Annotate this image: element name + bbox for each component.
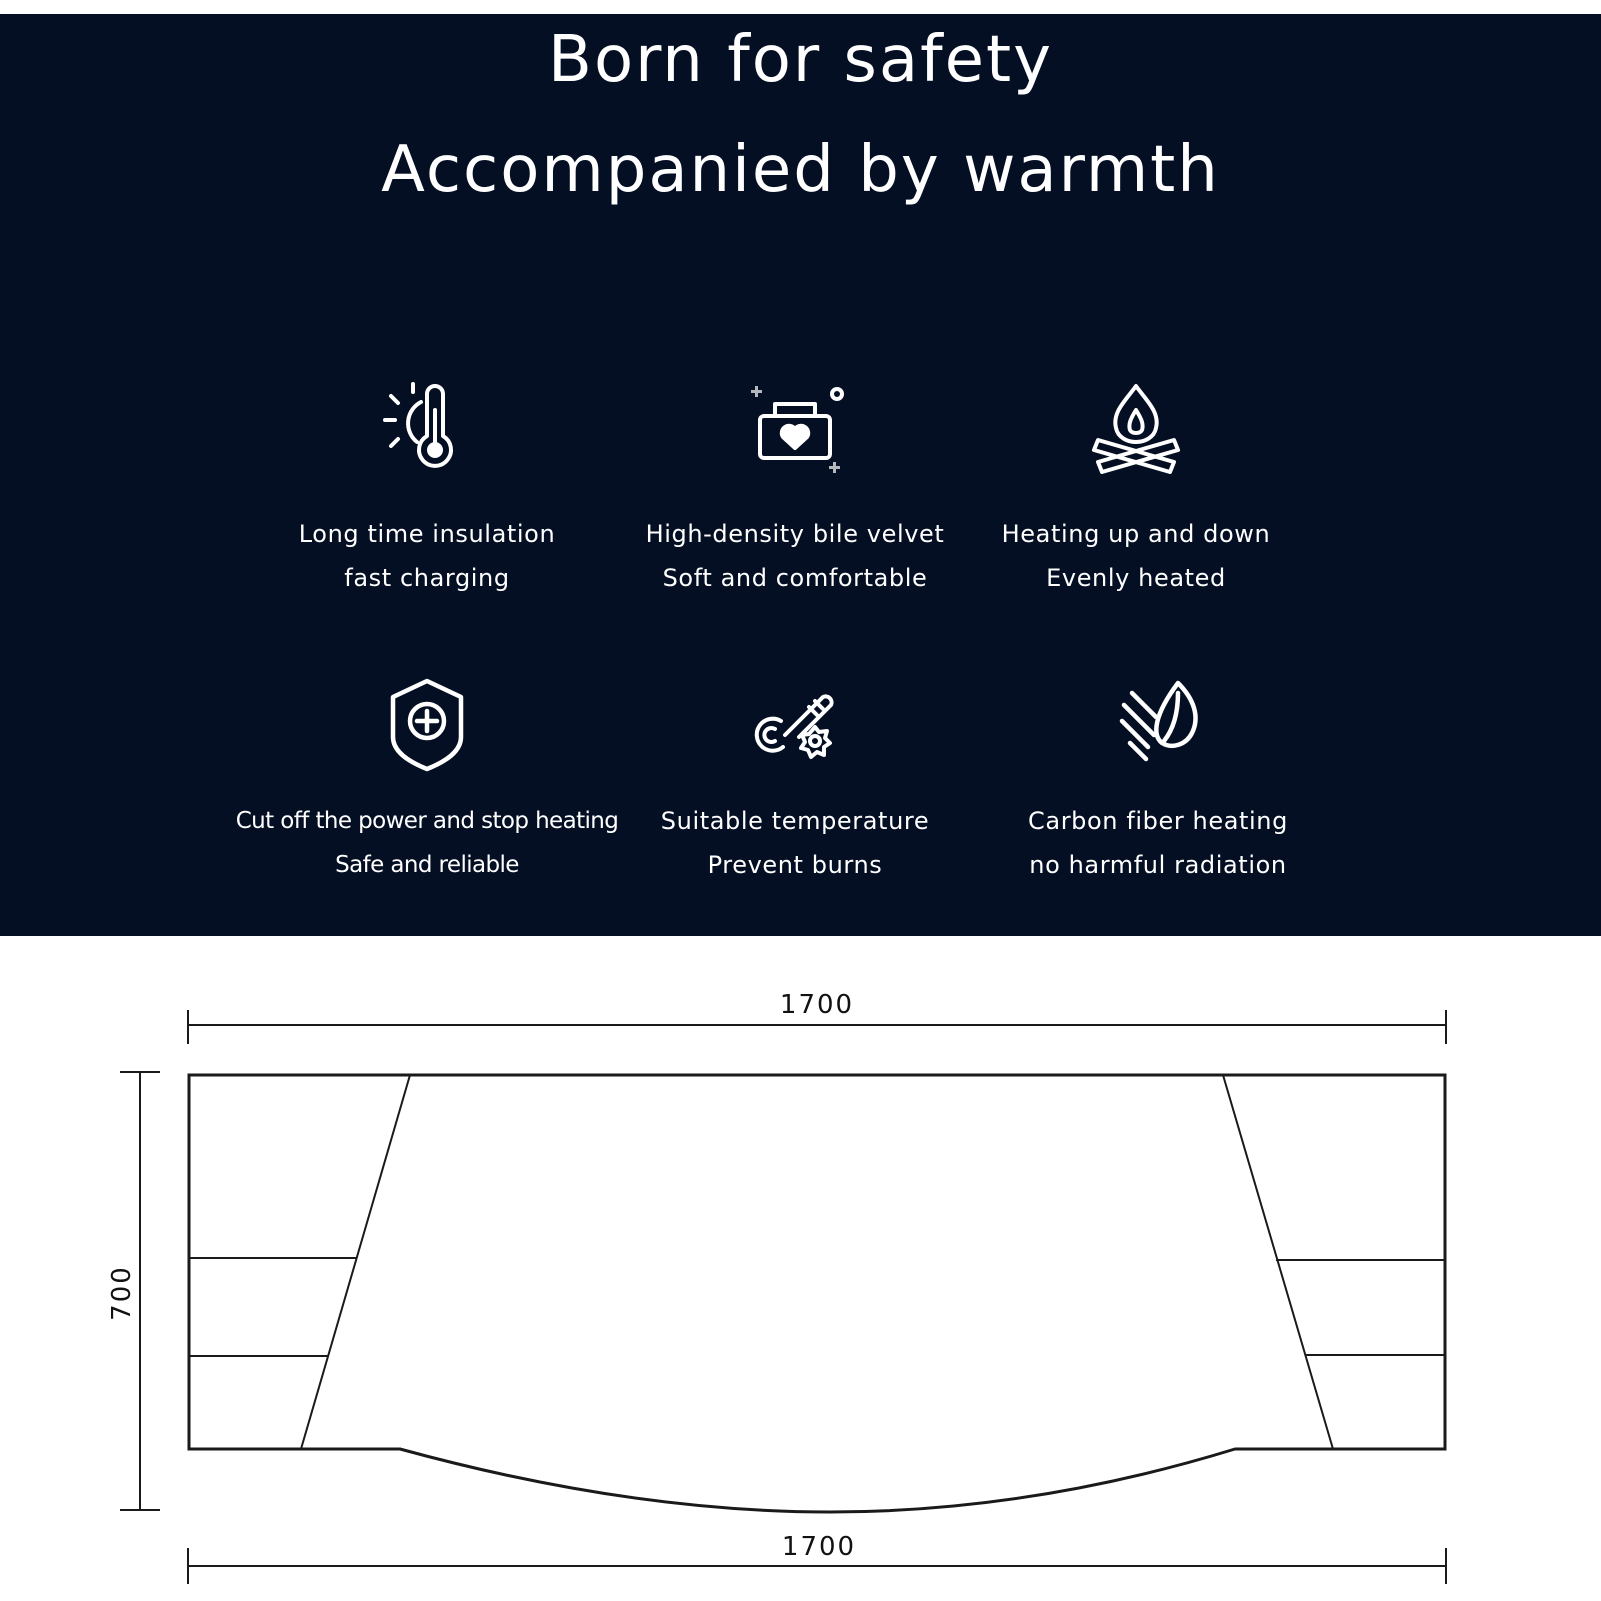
feature-line2: no harmful radiation xyxy=(1029,851,1287,879)
fold-lines xyxy=(189,1075,1445,1449)
feature-line2: Safe and reliable xyxy=(335,852,519,878)
feature-line2: Evenly heated xyxy=(1046,564,1226,592)
feature-line1: Heating up and down xyxy=(1001,520,1271,548)
height-label: 700 xyxy=(107,1265,137,1321)
top-width-label: 1700 xyxy=(779,990,855,1020)
feature-line1: High-density bile velvet xyxy=(645,520,945,548)
feature-line1: Long time insulation xyxy=(298,520,556,548)
subheadline: Accompanied by warmth xyxy=(381,133,1220,207)
feature-line1: Cut off the power and stop heating xyxy=(235,808,619,834)
feature-line2: fast charging xyxy=(344,564,510,592)
blanket-outline xyxy=(189,1075,1445,1512)
bottom-width-label: 1700 xyxy=(781,1532,857,1562)
feature-line2: Prevent burns xyxy=(707,851,883,879)
feature-line1: Suitable temperature xyxy=(660,807,930,835)
feature-line2: Soft and comfortable xyxy=(662,564,928,592)
feature-line1: Carbon fiber heating xyxy=(1028,807,1288,835)
headline: Born for safety xyxy=(548,23,1053,97)
